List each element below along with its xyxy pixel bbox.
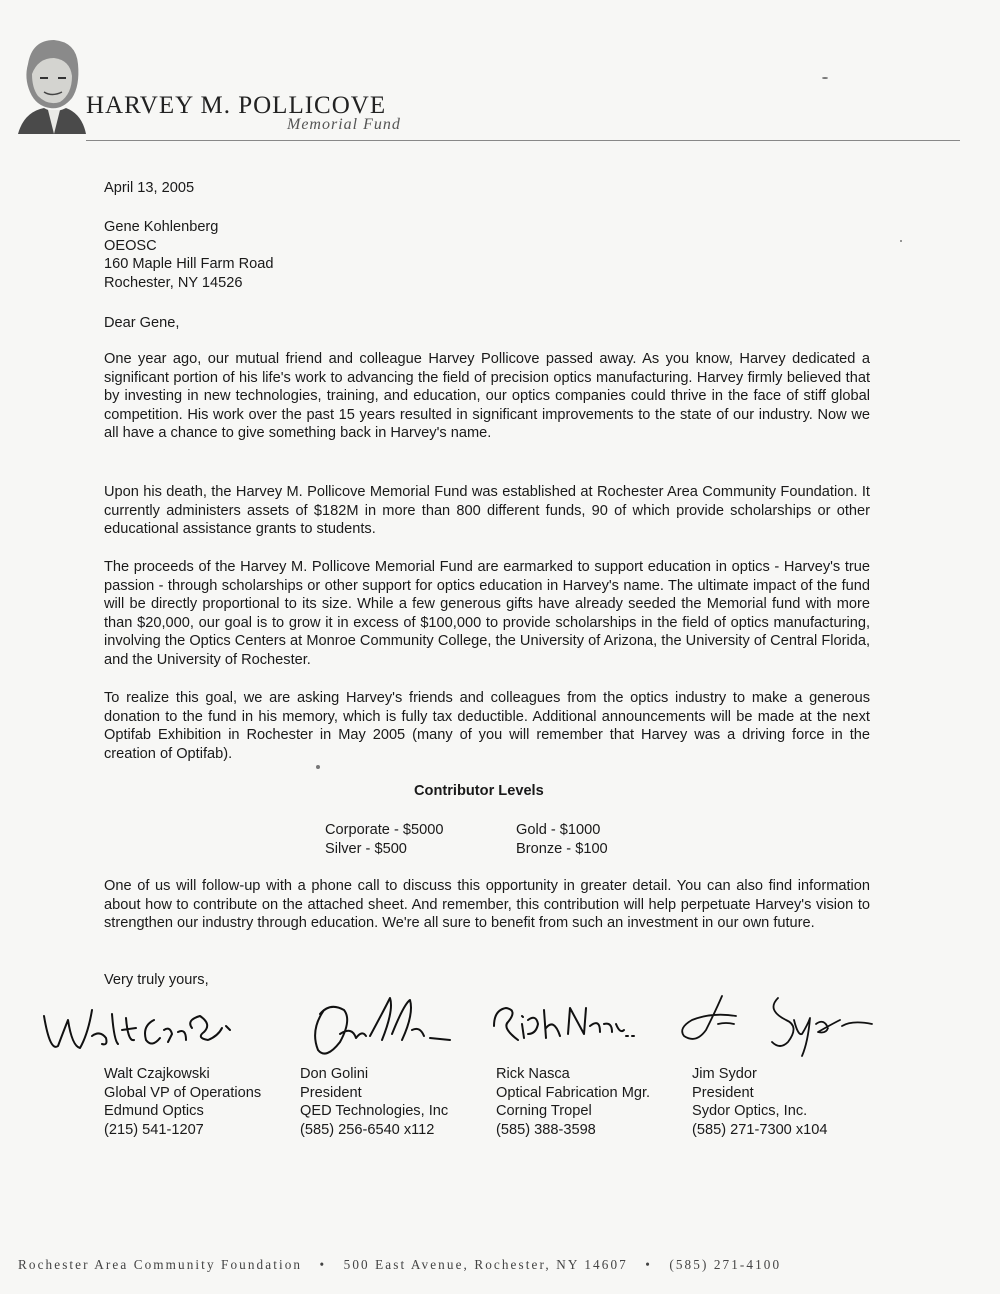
paragraph-3 [104,558,870,669]
recipient-org: OEOSC [104,237,157,254]
recipient-street: 160 Maple Hill Farm Road [104,256,274,272]
signer-company: Edmund Optics [104,1103,204,1120]
signer-title: President [692,1084,754,1101]
level-gold: Gold - $1000 [516,822,601,838]
recipient-city: Rochester, NY 14526 [104,274,243,291]
scan-speck [822,77,828,79]
closing: Very truly yours, [104,972,209,988]
signer-company: QED Technologies, Inc [300,1103,449,1120]
signer-title: Optical Fabrication Mgr. [496,1084,651,1101]
paragraph-text: One year ago, our mutual friend and colleague Harvey Pollicove passed away. As you know, Harvey dedicated a significant portion of his life's work to advancing the field of precision optics manufacturing. Harvey firmly believed that by investing in new technologies, training, and education, our optics companies could thrive in the face of stiff global competition. His work over the past 15 years resulted in significant improvements to the state of our industry. Now we all have a chance to give something back in Harvey's name. [104,351,870,441]
letterhead-subtitle: Memorial Fund [287,116,401,133]
signer-company: Sydor Optics, Inc. [692,1103,808,1120]
signature-don-golini [300,990,470,1060]
signer-phone: (585) 271-7300 x104 [692,1121,828,1138]
paragraph-1 [104,350,870,443]
letterhead-name: HARVEY M. POLLICOVE [86,92,387,119]
signature-walt-czajkowski [36,990,246,1060]
paragraph-text: The proceeds of the Harvey M. Pollicove Memorial Fund are earmarked to support education in optics - Harvey's true passion - through scholarships or other support for optics education in Harvey's name. The ultimate impact of the fund will be directly proportional to its size. While a few generous gifts have already seeded the Memorial fund with more than $20,000, our goal is to grow it in excess of $100,000 to provide scholarships in the field of optics manufacturing, involving the Optics Centers at Monroe Community College, the University of Arizona, the University of Central Florida, and the University of Rochester. [104,559,870,668]
footer-org: Rochester Area Community Foundation [18,1257,303,1272]
signature-jim-sydor [676,990,886,1060]
level-silver: Silver - $500 [325,841,407,857]
levels-row [325,821,608,840]
footer-address: 500 East Avenue, Rochester, NY 14607 [343,1257,628,1272]
signer-4 [692,1065,828,1139]
footer-address-line [18,1257,978,1273]
signature-rick-nasca [488,990,638,1060]
signer-name: Rick Nasca [496,1066,570,1082]
paragraph-5 [104,877,870,933]
letterhead-divider [86,140,960,141]
signer-company: Corning Tropel [496,1103,592,1120]
signer-title: Global VP of Operations [104,1084,262,1101]
signer-phone: (585) 256-6540 x112 [300,1121,435,1138]
signer-name: Don Golini [300,1066,369,1082]
level-corporate: Corporate - $5000 [325,822,444,838]
salutation: Dear Gene, [104,315,180,331]
letter-date: April 13, 2005 [104,180,195,196]
contributor-levels-title: Contributor Levels [414,783,544,799]
scan-speck [900,240,902,242]
portrait-photo [14,34,88,134]
recipient-address [104,218,274,292]
scan-speck [316,765,320,769]
paragraph-text: One of us will follow-up with a phone call to discuss this opportunity in greater detail. You can also find information about how to contribute on the attached sheet. And remember, this contribution will help perpetuate Harvey's vision to strengthen our industry through education. We're all sure to benefit from such an investment in our own future. [104,878,870,931]
level-bronze: Bronze - $100 [516,841,608,857]
signer-3 [496,1065,650,1139]
levels-row [325,840,608,859]
signer-1 [104,1065,261,1139]
signer-title: President [300,1084,362,1101]
paragraph-2 [104,483,870,539]
signer-phone: (585) 388-3598 [496,1121,596,1138]
recipient-name: Gene Kohlenberg [104,219,219,235]
footer-separator: • [319,1257,327,1272]
paragraph-text: Upon his death, the Harvey M. Pollicove Memorial Fund was established at Rochester Area Community Foundation. It currently administers assets of $182M in more than 800 different funds, 90 of which provide scholarships or other educational assistance grants to students. [104,484,870,537]
signer-name: Jim Sydor [692,1066,757,1082]
footer-phone: (585) 271-4100 [669,1257,782,1272]
paragraph-text: To realize this goal, we are asking Harvey's friends and colleagues from the optics industry to make a generous donation to the fund in his memory, which is fully tax deductible. Additional announcements will be made at the next Optifab Exhibition in Rochester in May 2005 (many of you will remember that Harvey was a driving force in the creation of Optifab). [104,690,870,762]
signer-2 [300,1065,448,1139]
paragraph-4 [104,689,870,763]
signer-name: Walt Czajkowski [104,1066,210,1082]
contributor-levels-table [325,821,608,859]
signer-phone: (215) 541-1207 [104,1121,204,1138]
footer-separator: • [645,1257,652,1272]
